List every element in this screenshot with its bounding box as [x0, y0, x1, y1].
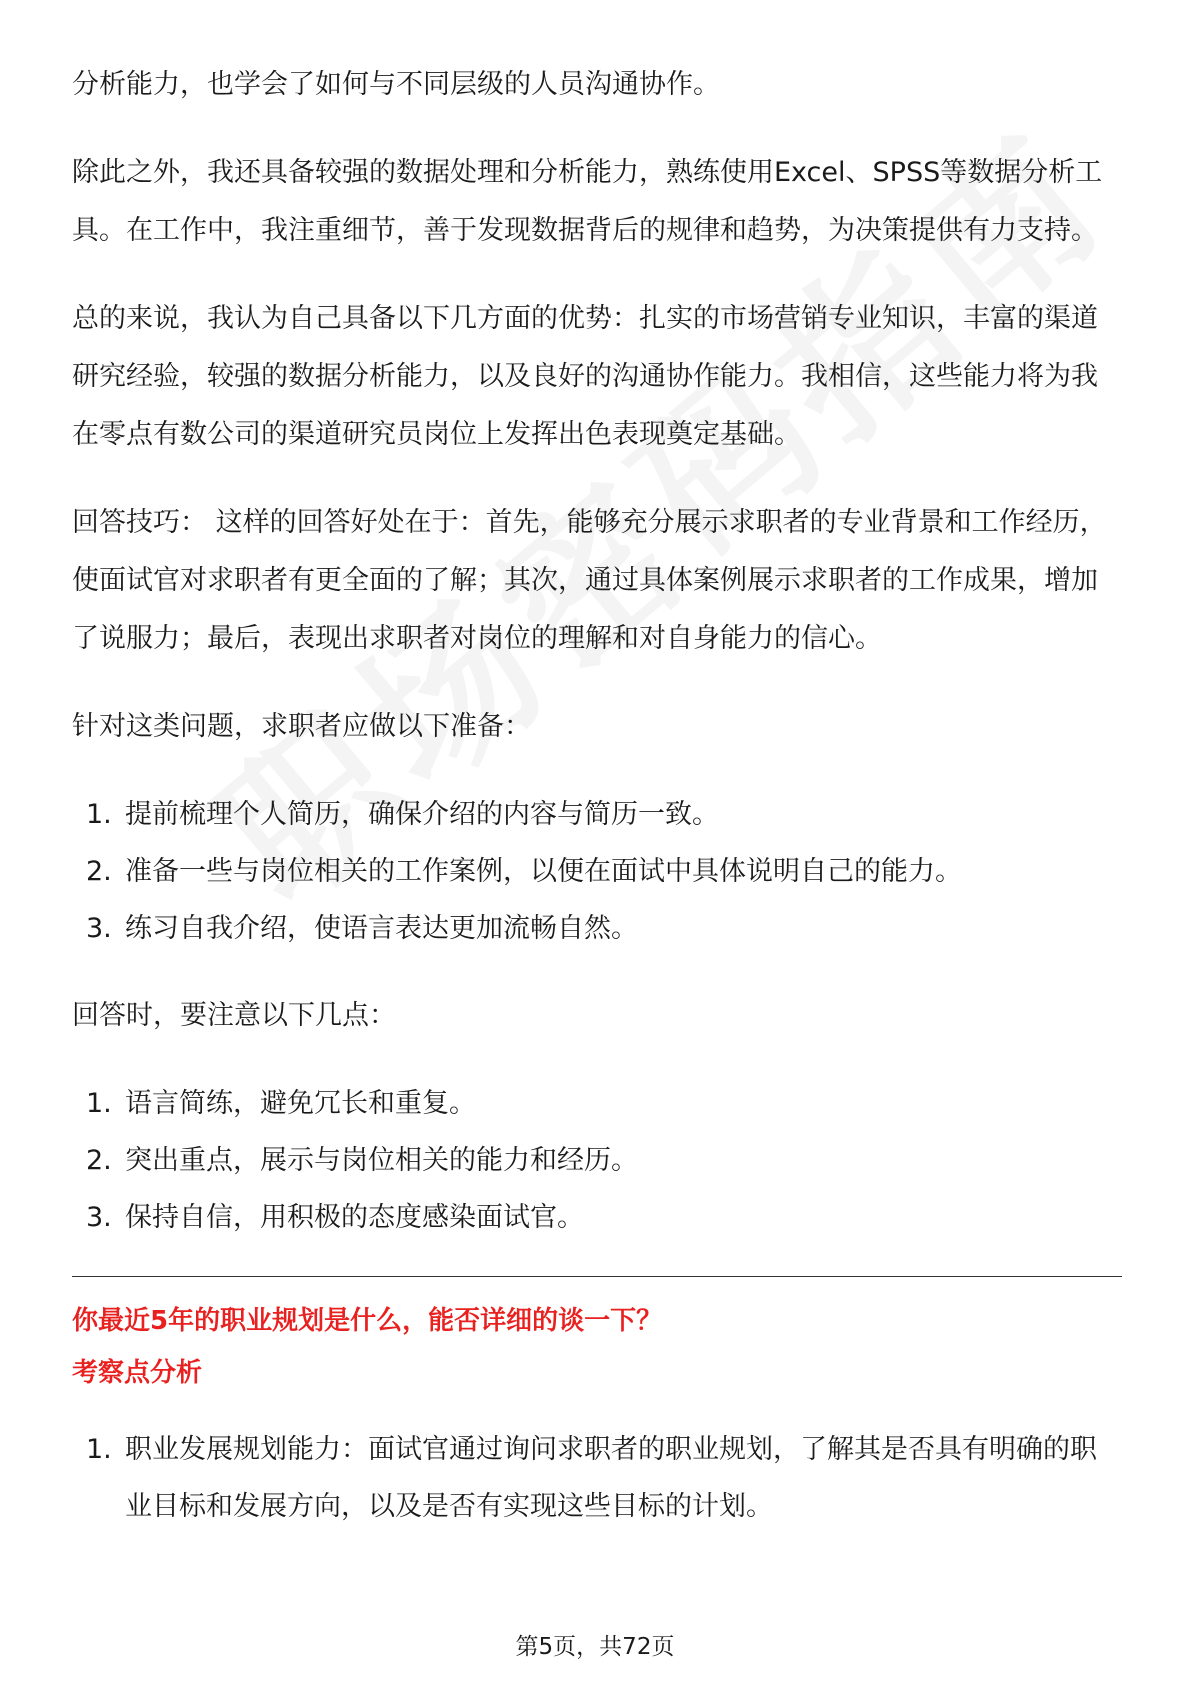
paragraph-1: 分析能力，也学会了如何与不同层级的人员沟通协作。 — [72, 69, 720, 100]
list-number: 1. — [86, 1434, 112, 1465]
list-number: 2. — [86, 856, 112, 887]
paragraph-2: 除此之外，我还具备较强的数据处理和分析能力，熟练使用Excel、SPSS等数据分析工具。在工作中，我注重细节，善于发现数据背后的规律和趋势，为决策提供有力支持。 — [72, 157, 1103, 246]
section-divider — [72, 1276, 1122, 1277]
list-item-text: 提前梳理个人简历，确保介绍的内容与简历一致。 — [125, 799, 719, 830]
list-item — [72, 1421, 1122, 1535]
list-item — [72, 1189, 1122, 1246]
list-item — [72, 843, 1122, 900]
list-number: 3. — [86, 913, 112, 944]
list-item — [72, 900, 1122, 957]
list-item-text: 练习自我介绍，使语言表达更加流畅自然。 — [125, 913, 638, 944]
list-item-text: 语言简练，避免冗长和重复。 — [125, 1088, 476, 1119]
list-item-text: 突出重点，展示与岗位相关的能力和经历。 — [125, 1145, 638, 1176]
document-body — [72, 56, 1122, 1565]
list-number: 1. — [86, 1088, 112, 1119]
list-item-text: 准备一些与岗位相关的工作案例，以便在面试中具体说明自己的能力。 — [125, 856, 962, 887]
list-item-text: 保持自信，用积极的态度感染面试官。 — [125, 1202, 584, 1233]
paragraph-tips: 回答技巧： 这样的回答好处在于：首先，能够充分展示求职者的专业背景和工作经历，使面试官对求职者有更全面的了解；其次，通过具体案例展示求职者的工作成果，增加了说服力；最后，表现出求职者对岗位的理解和对自身能力的信心。 — [72, 507, 1107, 654]
paragraph-attention-intro: 回答时，要注意以下几点： — [72, 1000, 396, 1031]
analysis-list — [72, 1421, 1122, 1535]
analysis-heading: 考察点分析 — [72, 1358, 203, 1388]
list-number: 3. — [86, 1202, 112, 1233]
list-item-text: 职业发展规划能力：面试官通过询问求职者的职业规划，了解其是否具有明确的职业目标和发展方向，以及是否有实现这些目标的计划。 — [125, 1434, 1097, 1522]
list-number: 1. — [86, 799, 112, 830]
list-number: 2. — [86, 1145, 112, 1176]
paragraph-3: 总的来说，我认为自己具备以下几方面的优势：扎实的市场营销专业知识，丰富的渠道研究经验，较强的数据分析能力，以及良好的沟通协作能力。我相信，这些能力将为我在零点有数公司的渠道研究员岗位上发挥出色表现奠定基础。 — [72, 303, 1098, 450]
page-footer: 第5页，共72页 — [515, 1634, 675, 1660]
paragraph-prep-intro: 针对这类问题，求职者应做以下准备： — [72, 711, 531, 742]
list-item — [72, 786, 1122, 843]
prep-list — [72, 786, 1122, 957]
list-item — [72, 1132, 1122, 1189]
list-item — [72, 1075, 1122, 1132]
question-heading: 你最近5年的职业规划是什么，能否详细的谈一下？ — [72, 1306, 663, 1336]
attention-list — [72, 1075, 1122, 1246]
